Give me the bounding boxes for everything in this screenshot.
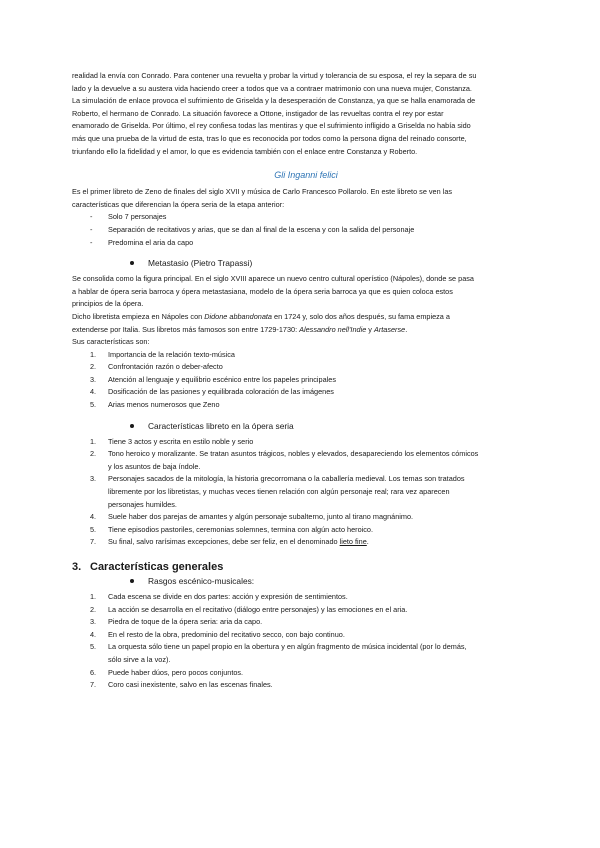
paragraph-line: Roberto, el hermano de Conrado. La situación favorece a Ottone, instigador de las revueltas contra el rey por estar bbox=[72, 108, 444, 118]
metastasio-paragraph-1 bbox=[72, 273, 540, 311]
text-run: en 1724 y, solo dos años después, su fama empieza a bbox=[272, 311, 450, 321]
metastasio-list bbox=[72, 349, 540, 412]
list-number: 5. bbox=[90, 400, 97, 410]
text-run: Dicho libretista empieza en Nápoles con bbox=[72, 311, 205, 321]
list-item bbox=[72, 211, 540, 224]
paragraph-line: realidad la envía con Conrado. Para contener una revuelta y probar la virtud y tolerancia de su esposa, el rey la separa de su bbox=[72, 71, 477, 80]
list-number: 2. bbox=[90, 604, 97, 614]
list-text: Predomina el aria da capo bbox=[108, 237, 194, 247]
list-number: 1. bbox=[90, 592, 97, 601]
gli-inganni-paragraph bbox=[72, 186, 540, 211]
list-item bbox=[72, 679, 540, 692]
text-run: y bbox=[366, 324, 374, 334]
list-text-line: Suele haber dos parejas de amantes y algún personaje subalterno, junto al tirano magnánimo. bbox=[108, 512, 414, 522]
paragraph-line: La simulación de enlace provoca el sufrimiento de Griselda y la desesperación de Constanza, ya que se halla enamorada de bbox=[72, 96, 476, 106]
list-text: Importancia de la relación texto-música bbox=[108, 349, 235, 359]
list-number: 1. bbox=[90, 349, 97, 359]
caracteristicas-heading-row bbox=[72, 420, 540, 432]
paragraph-line: Es el primer libreto de Zeno de finales del siglo XVII y música de Carlo Francesco Pollarolo. En este libreto se ven las bbox=[72, 187, 453, 197]
lieto-fine-link[interactable]: lieto fine bbox=[339, 537, 367, 547]
list-item bbox=[72, 536, 540, 549]
list-text: Dosificación de las pasiones y equilibrada coloración de las imágenes bbox=[108, 387, 334, 397]
intro-paragraph bbox=[72, 70, 540, 158]
list-text-line: Puede haber dúos, pero pocos conjuntos. bbox=[108, 667, 244, 677]
list-text-line: personajes humildes. bbox=[108, 499, 177, 509]
list-text bbox=[108, 436, 540, 449]
metastasio-paragraph-2-line2 bbox=[72, 324, 540, 337]
list-text-line: Tono heroico y moralizante. Se tratan asuntos trágicos, nobles y elevados, desapareciendo los elementos cómicos bbox=[108, 449, 479, 459]
list-number: 5. bbox=[90, 524, 97, 534]
text-run: . bbox=[405, 324, 408, 334]
list-item bbox=[72, 237, 540, 250]
dash-marker: - bbox=[90, 237, 93, 247]
paragraph-line: Se consolida como la figura principal. En el siglo XVIII aparece un nuevo centro cultural operístico (Nápoles), donde se pasa bbox=[72, 274, 474, 284]
section-3-title-row bbox=[72, 561, 540, 573]
paragraph-line: lado y la devuelve a su austera vida haciendo creer a todos que va a contraer matrimonio con una nueva mujer, Constanza. bbox=[72, 83, 472, 93]
list-number: 1. bbox=[90, 436, 97, 446]
gli-inganni-title: Gli Inganni felici bbox=[274, 170, 338, 181]
text-run: Su final, salvo rarísimas excepciones, debe ser feliz, en el denominado bbox=[108, 537, 340, 547]
list-item bbox=[72, 374, 540, 387]
list-item bbox=[72, 361, 540, 374]
work-title-artaserse: Artaserse bbox=[373, 324, 406, 334]
rasgos-heading: Rasgos escénico-musicales: bbox=[148, 576, 255, 586]
list-number: 3. bbox=[90, 374, 97, 384]
paragraph-line: enamorado de Griselda. Por último, el rey confiesa todas las mentiras y que el sufrimiento infligido a Griselda no había sido bbox=[72, 121, 471, 131]
bullet-icon bbox=[130, 424, 134, 428]
section-number: 3. bbox=[72, 561, 82, 573]
list-text bbox=[108, 616, 540, 629]
text-run: extenderse por Italia. Sus libretos más famosos son entre 1729-1730: bbox=[72, 324, 300, 334]
list-text bbox=[108, 629, 540, 642]
list-item bbox=[72, 604, 540, 617]
caracteristicas-heading: Características libreto en la ópera seria bbox=[148, 420, 294, 431]
list-text: Atención al lenguaje y equilibrio escénico entre los papeles principales bbox=[108, 374, 336, 384]
list-item bbox=[72, 511, 540, 524]
list-text-line: Cada escena se divide en dos partes: acción y expresión de sentimientos. bbox=[108, 592, 348, 601]
list-number: 2. bbox=[90, 449, 97, 459]
list-item bbox=[72, 667, 540, 680]
list-number: 6. bbox=[90, 667, 97, 677]
list-item bbox=[72, 641, 540, 666]
text-run: . bbox=[366, 537, 369, 547]
dash-marker: - bbox=[90, 224, 93, 234]
list-item bbox=[72, 591, 540, 604]
list-item bbox=[72, 524, 540, 537]
list-text: Arias menos numerosos que Zeno bbox=[108, 400, 220, 410]
list-text bbox=[108, 679, 540, 692]
list-number: 4. bbox=[90, 629, 97, 639]
list-text-line: Tiene episodios pastoriles, ceremonias solemnes, termina con algún acto heroico. bbox=[108, 524, 373, 534]
rasgos-heading-row bbox=[72, 575, 540, 587]
list-item bbox=[72, 349, 540, 362]
list-text-line: En el resto de la obra, predominio del recitativo secco, con bajo continuo. bbox=[108, 629, 345, 639]
metastasio-list-intro: Sus características son: bbox=[72, 337, 150, 347]
list-item bbox=[72, 399, 540, 412]
metastasio-paragraph-2 bbox=[72, 311, 540, 324]
paragraph-line: características que diferencian la ópera seria de la etapa anterior: bbox=[72, 199, 285, 209]
list-text bbox=[108, 591, 540, 604]
list-number: 2. bbox=[90, 362, 97, 372]
list-text bbox=[108, 667, 540, 680]
metastasio-heading: Metastasio (Pietro Trapassi) bbox=[148, 258, 253, 269]
list-number: 4. bbox=[90, 512, 97, 522]
list-text-line: Coro casi inexistente, salvo en las escenas finales. bbox=[108, 680, 273, 690]
paragraph-line: principios de la ópera. bbox=[72, 299, 144, 309]
section-3-title: Características generales bbox=[90, 561, 224, 573]
bullet-icon bbox=[130, 579, 134, 583]
list-text-line: Piedra de toque de la ópera seria: aria da capo. bbox=[108, 617, 263, 627]
list-number: 4. bbox=[90, 387, 97, 397]
bullet-icon bbox=[130, 261, 134, 265]
list-text: Solo 7 personajes bbox=[108, 212, 167, 222]
list-item bbox=[72, 448, 540, 473]
list-item bbox=[72, 386, 540, 399]
work-title-alessandro: Alessandro nell'Indie bbox=[299, 324, 367, 334]
dash-marker: - bbox=[90, 212, 93, 222]
caracteristicas-list bbox=[72, 436, 540, 537]
list-number: 5. bbox=[90, 642, 97, 652]
list-item bbox=[72, 616, 540, 629]
list-text-line: La orquesta sólo tiene un papel propio en la obertura y en algún fragmento de música incidental (por lo demás, bbox=[108, 642, 467, 652]
metastasio-heading-row bbox=[72, 257, 540, 269]
list-text bbox=[108, 604, 540, 617]
paragraph-line: más que una prueba de la virtud de esta, tras lo que es reconocida por todos como la persona digna del reinado consorte, bbox=[72, 133, 467, 143]
list-item bbox=[72, 224, 540, 237]
gli-inganni-list bbox=[72, 211, 540, 249]
list-text-line: sólo sirve a la voz). bbox=[108, 654, 171, 664]
list-text bbox=[108, 473, 540, 511]
list-text bbox=[108, 524, 540, 537]
paragraph-line: a hablar de ópera seria barroca y ópera metastasiana, modelo de la ópera seria barroca ya que es quien coloca estos bbox=[72, 286, 453, 296]
list-number: 7. bbox=[90, 537, 97, 547]
list-text: Separación de recitativos y arias, que se dan al final de la escena y con la salida del personaje bbox=[108, 224, 415, 234]
list-text-line: Personajes sacados de la mitología, la historia grecorromana o la caballería medieval. Los temas son tratados bbox=[108, 474, 465, 484]
list-item bbox=[72, 473, 540, 511]
list-text: Confrontación razón o deber-afecto bbox=[108, 362, 223, 372]
caracteristicas-list-end bbox=[72, 536, 540, 549]
list-text bbox=[108, 641, 540, 666]
list-item bbox=[72, 629, 540, 642]
list-text bbox=[108, 536, 540, 549]
list-text bbox=[108, 448, 540, 473]
list-number: 3. bbox=[90, 474, 97, 484]
list-text bbox=[108, 511, 540, 524]
list-text-line: La acción se desarrolla en el recitativo (diálogo entre personajes) y las emociones en el aria. bbox=[108, 604, 408, 614]
list-text-line: libremente por los libretistas, y muchas veces tienen relación con algún personaje real; rara vez aparecen bbox=[108, 487, 450, 497]
work-title-didone: Didone abbandonata bbox=[204, 311, 272, 321]
list-text-line: Tiene 3 actos y escrita en estilo noble y serio bbox=[108, 436, 254, 446]
list-number: 3. bbox=[90, 617, 97, 627]
list-number: 7. bbox=[90, 680, 97, 690]
rasgos-list bbox=[72, 591, 540, 692]
paragraph-line: triunfando ello la fidelidad y el amor, lo que es evidencia también con el enlace entre Constanza y Roberto. bbox=[72, 146, 418, 156]
list-text-line: y los asuntos de baja índole. bbox=[108, 461, 201, 471]
list-item bbox=[72, 436, 540, 449]
